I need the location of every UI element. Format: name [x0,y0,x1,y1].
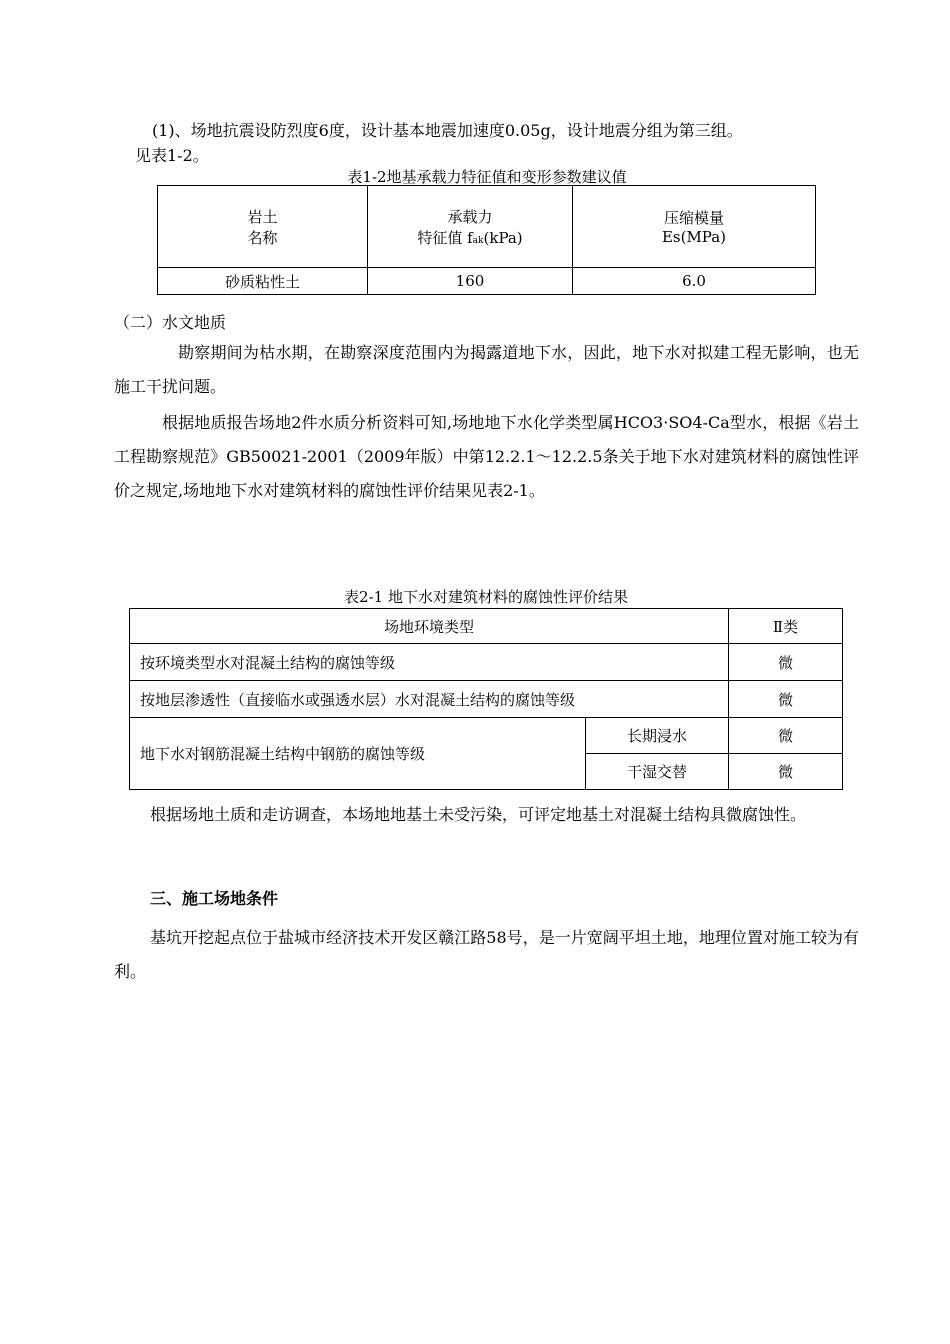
table-row: 按地层渗透性（直接临水或强透水层）水对混凝土结构的腐蚀等级 微 [130,681,843,718]
table1-header-soil: 岩土 名称 [158,186,368,268]
table1-caption: 表1-2地基承载力特征值和变形参数建议值 [347,168,627,186]
corrosion-table [129,608,843,790]
hydro-paragraph-2: 根据地质报告场地2件水质分析资料可知,场地地下水化学类型属HCO3·SO4-Ca型水，根据《岩土工程勘察规范》GB50021-2001（2009年版）中第12.2.1～12.2.5条关于地下水对建筑材料的腐蚀性评价之规定,场地地下水对建筑材料的腐蚀性评价结果见表2-1。 [114,413,859,500]
table2-caption: 表2-1 地下水对建筑材料的腐蚀性评价结果 [344,588,628,606]
table-row: 砂质粘性土 160 6.0 [158,268,816,295]
bearing-capacity-table [157,185,816,295]
intro-line-2: 见表1-2。 [135,146,209,165]
soil-paragraph: 根据场地土质和走访调查，本场地地基土未受污染，可评定地基土对混凝土结构具微腐蚀性。 [150,805,807,824]
table1-header-capacity: 承载力 特征值 fak(kPa) [368,186,573,268]
section-3-heading: 三、施工场地条件 [150,889,279,908]
table-row: 干湿交替 微 [130,754,843,790]
intro-line-1: (1)、场地抗震设防烈度6度，设计基本地震加速度0.05g，设计地震分组为第三组。 [152,121,743,140]
site-paragraph: 基坑开挖起点位于盐城市经济技术开发区赣江路58号，是一片宽阔平坦土地，地理位置对施工较为有利。 [114,928,859,981]
table-row: 地下水对钢筋混凝土结构中钢筋的腐蚀等级 长期浸水 微 [130,718,843,754]
hydro-paragraph-1: 勘察期间为枯水期，在勘察深度范围内为揭露道地下水，因此，地下水对拟建工程无影响，也无施工干扰问题。 [114,343,859,396]
hydro-heading: （二）水文地质 [114,313,227,332]
table-row: 场地环境类型 Ⅱ类 [130,609,843,644]
table-row: 按环境类型水对混凝土结构的腐蚀等级 微 [130,644,843,681]
table1-header-modulus: 压缩模量 Es(MPa) [573,186,816,268]
